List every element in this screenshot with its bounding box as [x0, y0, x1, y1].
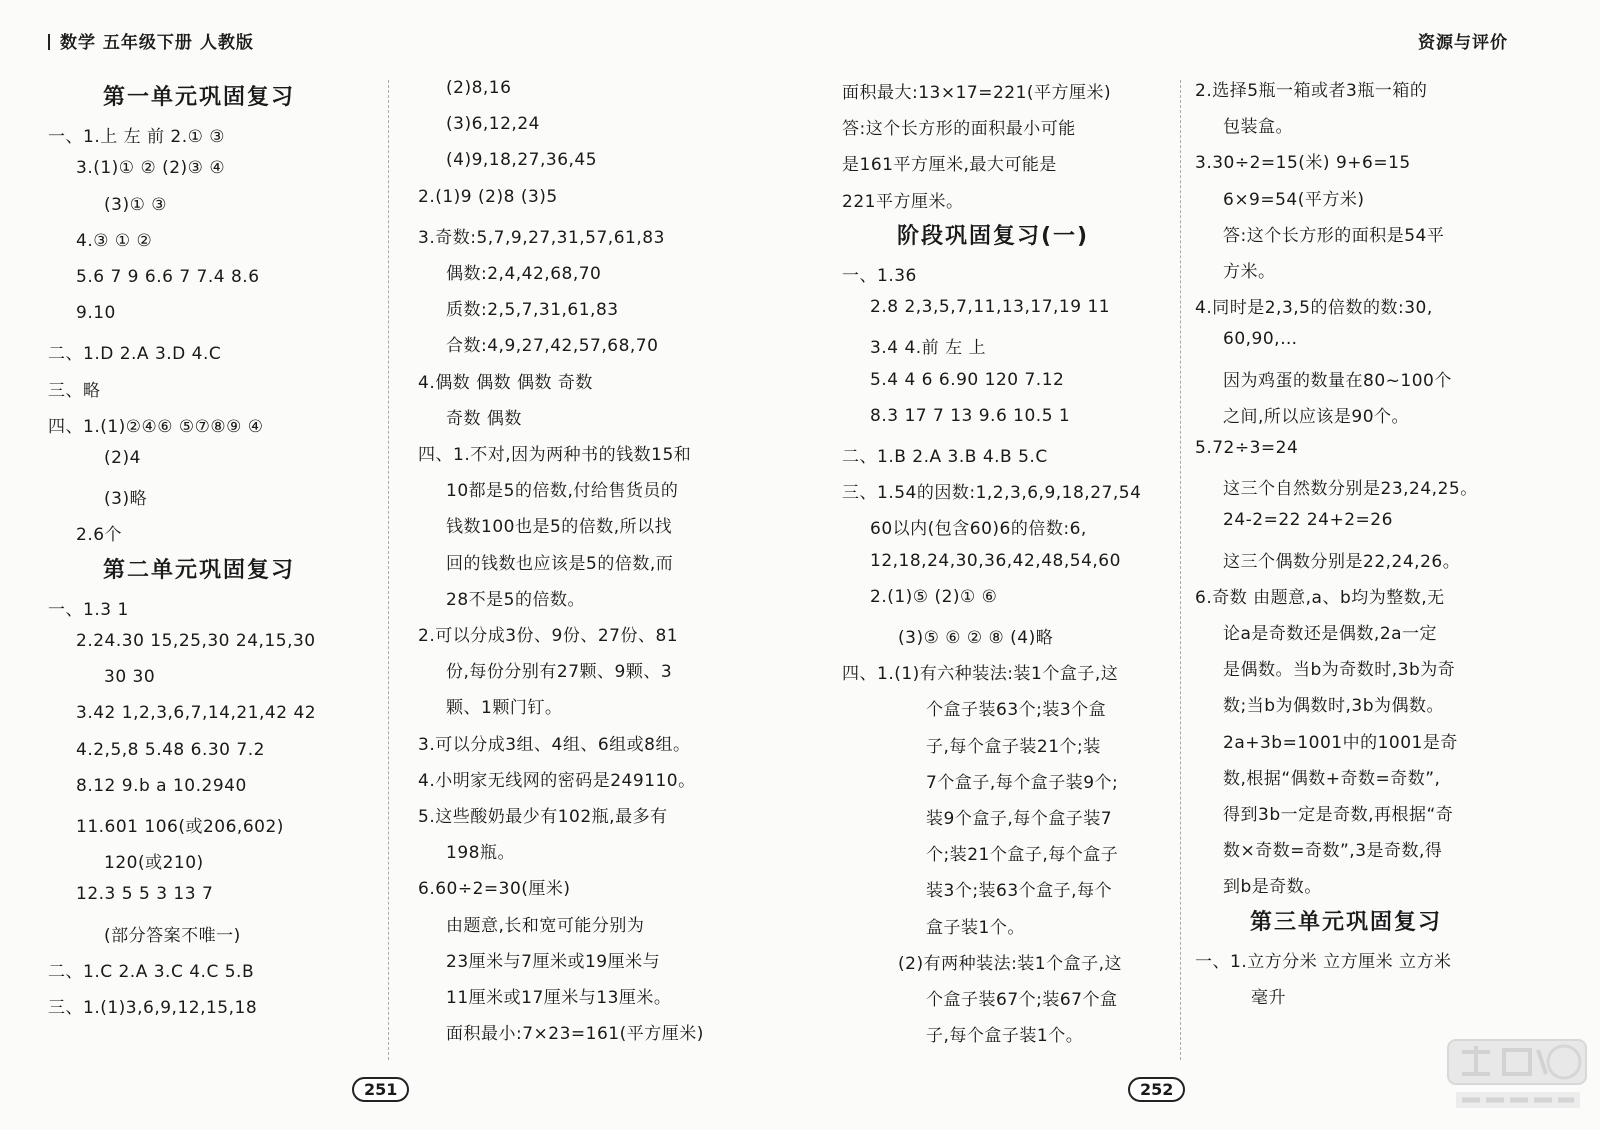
answer-line: 6×9=54(平方米) [1223, 189, 1365, 210]
answer-line: 是161平方厘米,最大可能是 [842, 155, 1057, 176]
answer-line: 之间,所以应该是90个。 [1223, 406, 1410, 427]
answer-line: 12.3 5 5 3 13 7 [76, 884, 214, 905]
header-left-text: 数学 五年级下册 人教版 [60, 33, 254, 53]
answer-line: 3.4 4.前 左 上 [870, 338, 986, 359]
answer-line: 6.奇数 由题意,a、b均为整数,无 [1195, 587, 1445, 608]
answer-line: 30 30 [104, 667, 156, 688]
answer-line: 28不是5的倍数。 [446, 589, 585, 610]
answer-line: (部分答案不唯一) [104, 925, 241, 946]
answer-line: 3.30÷2=15(米) 9+6=15 [1195, 153, 1411, 174]
answer-line: 个盒子装67个;装67个盒 [926, 990, 1118, 1010]
answer-line: 9.10 [76, 303, 116, 324]
answer-line: 四、1.(1)有六种装法:装1个盒子,这 [842, 664, 1119, 685]
answer-line: 2.选择5瓶一箱或者3瓶一箱的 [1195, 81, 1428, 101]
answer-line: 3.奇数:5,7,9,27,31,57,61,83 [418, 227, 665, 248]
answer-line: 120(或210) [104, 853, 204, 874]
answer-line: 四、1.不对,因为两种书的钱数15和 [418, 445, 692, 465]
column-divider [1180, 80, 1181, 1060]
answer-line: 奇数 偶数 [446, 408, 522, 429]
answer-line: 60以内(包含60)6的倍数:6, [870, 519, 1087, 540]
answer-line: 毫升 [1251, 988, 1286, 1008]
answer-line: 论a是奇数还是偶数,2a一定 [1223, 624, 1438, 644]
answer-line: 11厘米或17厘米与13厘米。 [446, 988, 672, 1008]
answer-line: 回的钱数也应该是5的倍数,而 [446, 553, 674, 574]
answer-line: 2.6个 [76, 525, 123, 546]
answer-line: 三、1.(1)3,6,9,12,15,18 [48, 998, 258, 1018]
answer-line: 个盒子装63个;装3个盒 [926, 700, 1107, 721]
answer-line: (3)略 [104, 489, 148, 510]
answer-line: 3.42 1,2,3,6,7,14,21,42 42 [76, 703, 317, 724]
answer-line: 11.601 106(或206,602) [76, 817, 284, 837]
answer-line: 面积最小:7×23=161(平方厘米) [446, 1024, 704, 1045]
answer-line: 一、1.上 左 前 2.① ③ [48, 127, 226, 148]
answer-line: 三、1.54的因数:1,2,3,6,9,18,27,54 [842, 483, 1142, 504]
answer-line: 三、略 [48, 380, 101, 401]
answer-line: 数;当b为偶数时,3b为偶数。 [1223, 696, 1445, 717]
answer-line: 4.同时是2,3,5的倍数的数:30, [1195, 298, 1433, 319]
answer-line: 2.(1)⑤ (2)① ⑥ [870, 586, 998, 607]
answer-line: 数×奇数=奇数”,3是奇数,得 [1223, 841, 1443, 862]
answer-line: 2.8 2,3,5,7,11,13,17,19 11 [870, 297, 1111, 318]
answer-line: 6.60÷2=30(厘米) [418, 879, 571, 900]
header-tick [48, 34, 50, 50]
answer-line: 23厘米与7厘米或19厘米与 [446, 951, 661, 972]
answer-line: 这三个偶数分别是22,24,26。 [1223, 551, 1461, 572]
answer-line: 二、1.B 2.A 3.B 4.B 5.C [842, 447, 1048, 467]
answer-line: 24-2=22 24+2=26 [1223, 510, 1393, 531]
answer-line: 一、1.36 [842, 266, 917, 286]
answer-line: 数,根据“偶数+奇数=奇数”, [1223, 768, 1441, 789]
answer-line: (2)8,16 [446, 78, 512, 98]
answer-line: 60,90,… [1223, 329, 1298, 350]
answer-line: 包装盒。 [1223, 117, 1293, 138]
answer-line: 5.这些酸奶最少有102瓶,最多有 [418, 807, 668, 827]
header-left [48, 28, 254, 53]
answer-line: 装9个盒子,每个盒子装7 [926, 809, 1113, 829]
answer-line: 方米。 [1223, 262, 1276, 282]
answer-line: 这三个自然数分别是23,24,25。 [1223, 479, 1478, 500]
answer-line: 因为鸡蛋的数量在80~100个 [1223, 370, 1452, 391]
answer-line: 7个盒子,每个盒子装9个; [926, 772, 1119, 793]
answer-line: 4.2,5,8 5.48 6.30 7.2 [76, 739, 265, 760]
answer-line: 份,每份分别有27颗、9颗、3 [446, 662, 673, 683]
answer-line: 2.(1)9 (2)8 (3)5 [418, 186, 558, 207]
answer-line: 8.12 9.b a 10.2940 [76, 775, 247, 796]
answer-line: 3.(1)① ② (2)③ ④ [76, 158, 226, 179]
answer-line: 颗、1颗门钉。 [446, 698, 563, 719]
answer-line: 一、1.3 1 [48, 599, 129, 620]
answer-line: (3)⑤ ⑥ ② ⑧ (4)略 [898, 628, 1054, 648]
answer-line: 二、1.C 2.A 3.C 4.C 5.B [48, 961, 255, 982]
answer-line: 是偶数。当b为奇数时,3b为奇 [1223, 660, 1456, 681]
answer-line: 答:这个长方形的面积最小可能 [842, 119, 1076, 140]
answer-line: (3)① ③ [104, 194, 167, 215]
answer-line: 四、1.(1)②④⑥ ⑤⑦⑧⑨ ④ [48, 416, 264, 437]
watermark-logo [1442, 1036, 1592, 1116]
answer-line: (2)有两种装法:装1个盒子,这 [898, 953, 1123, 974]
answer-line: 5.6 7 9 6.6 7 7.4 8.6 [76, 267, 260, 287]
answer-line: 2.可以分成3份、9份、27份、81 [418, 626, 679, 646]
answer-line: 221平方厘米。 [842, 191, 964, 212]
answer-line: 得到3b一定是奇数,再根据“奇 [1223, 805, 1454, 825]
section-title: 第三单元巩固复习 [1250, 909, 1443, 935]
answer-line: (3)6,12,24 [446, 114, 540, 135]
answer-line: 钱数100也是5的倍数,所以找 [446, 517, 673, 538]
answer-line: 装3个;装63个盒子,每个 [926, 881, 1113, 902]
answer-line: 子,每个盒子装1个。 [926, 1026, 1084, 1047]
answer-line: 一、1.立方分米 立方厘米 立方米 [1195, 951, 1452, 972]
section-title: 第二单元巩固复习 [103, 557, 296, 583]
answer-line: 3.可以分成3组、4组、6组或8组。 [418, 734, 691, 755]
column-divider [388, 80, 389, 1060]
answer-line: 5.72÷3=24 [1195, 438, 1299, 458]
answer-line: 12,18,24,30,36,42,48,54,60 [870, 550, 1121, 571]
answer-line: 二、1.D 2.A 3.D 4.C [48, 344, 222, 365]
answer-line: 盒子装1个。 [926, 917, 1025, 938]
answer-line: 8.3 17 7 13 9.6 10.5 1 [870, 405, 1071, 426]
answer-line: 合数:4,9,27,42,57,68,70 [446, 336, 659, 357]
page-number-left: 251 [352, 1077, 409, 1102]
answer-line: 质数:2,5,7,31,61,83 [446, 300, 619, 321]
answer-line: 2a+3b=1001中的1001是奇 [1223, 732, 1458, 753]
answer-line: 由题意,长和宽可能分别为 [446, 915, 645, 936]
section-title: 阶段巩固复习(一) [897, 223, 1090, 249]
section-title: 第一单元巩固复习 [103, 85, 296, 110]
answer-line: (4)9,18,27,36,45 [446, 150, 598, 171]
answer-line: 到b是奇数。 [1223, 877, 1322, 898]
answer-line: 偶数:2,4,42,68,70 [446, 264, 602, 284]
answer-line: 5.4 4 6 6.90 120 7.12 [870, 369, 1065, 390]
answer-line: 个;装21个盒子,每个盒子 [926, 845, 1119, 866]
answer-line: (2)4 [104, 448, 141, 468]
answer-line: 子,每个盒子装21个;装 [926, 736, 1101, 757]
answer-line: 4.③ ① ② [76, 230, 153, 251]
answer-line: 198瓶。 [446, 843, 515, 864]
answer-line: 答:这个长方形的面积是54平 [1223, 225, 1445, 246]
answer-line: 2.24.30 15,25,30 24,15,30 [76, 631, 316, 651]
page-number-right: 252 [1128, 1077, 1185, 1102]
answer-line: 4.偶数 偶数 偶数 奇数 [418, 372, 593, 393]
answer-line: 4.小明家无线网的密码是249110。 [418, 770, 696, 791]
answer-line: 10都是5的倍数,付给售货员的 [446, 481, 679, 502]
header-right: 资源与评价 [1418, 33, 1508, 53]
answer-line: 面积最大:13×17=221(平方厘米) [842, 83, 1112, 103]
